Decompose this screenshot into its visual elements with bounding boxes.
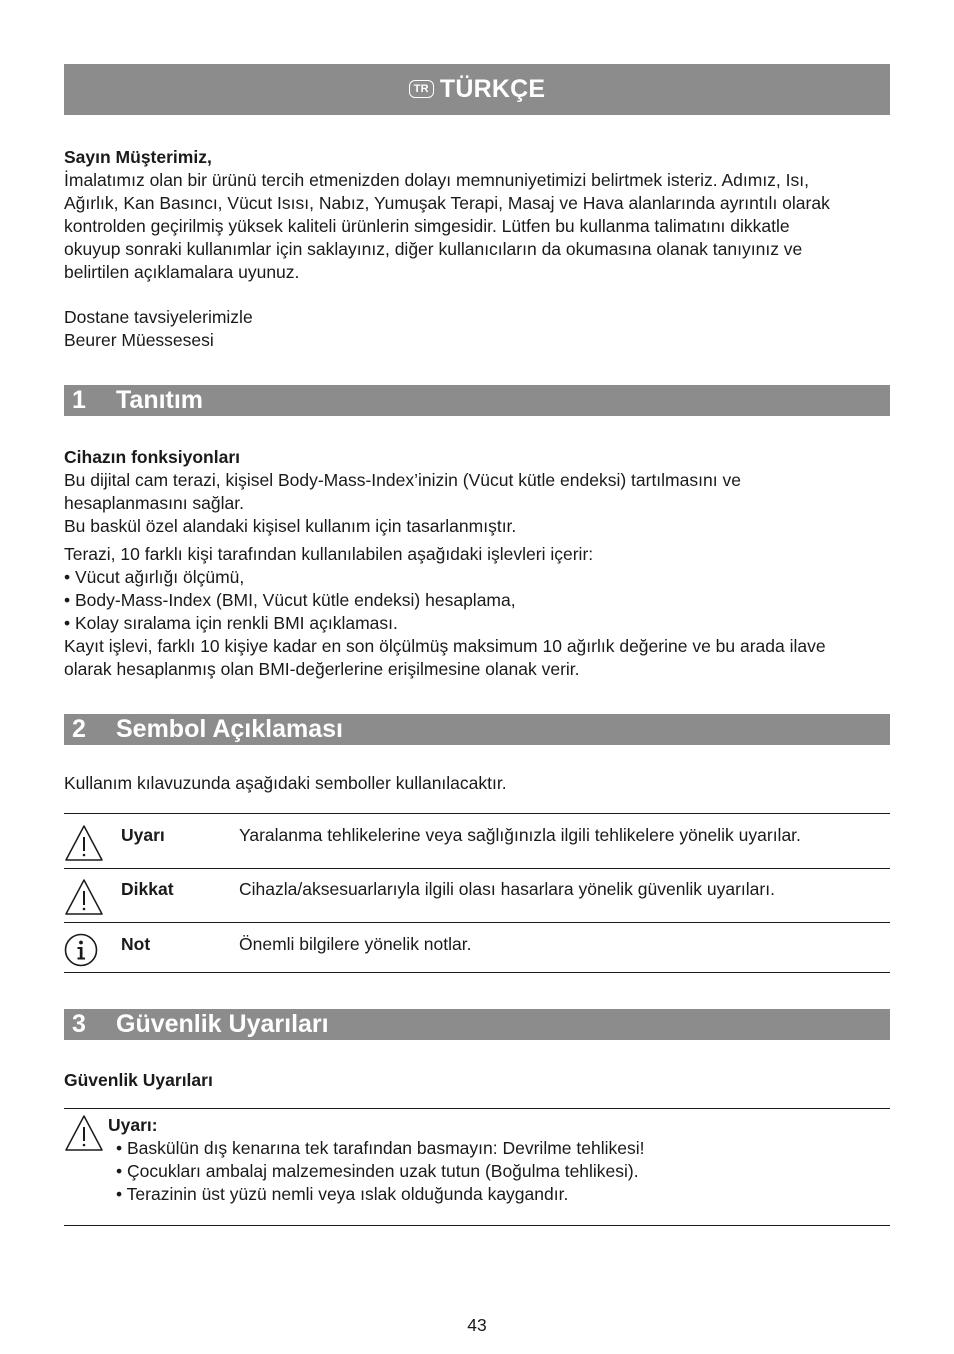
section-1-subheading: Cihazın fonksiyonları <box>64 447 240 467</box>
greeting-line: İmalatımız olan bir ürünü tercih etmenizden dolayı memnuniyetimizi belirtmek isteriz. Adımız, Isı, <box>64 170 809 190</box>
section-number: 1 <box>72 386 86 414</box>
greeting-line: Ağırlık, Kan Basıncı, Vücut Isısı, Nabız, Yumuşak Terapi, Masaj ve Hava alanlarında ayrıntılı olarak <box>64 193 830 213</box>
bullet-item: • Body-Mass-Index (BMI, Vücut kütle endeksi) hesaplama, <box>64 590 516 610</box>
manual-page <box>64 64 890 1226</box>
warning-bullet: • Çocukları ambalaj malzemesinden uzak tutun (Boğulma tehlikesi). <box>116 1161 639 1181</box>
language-header <box>64 64 890 115</box>
bullet-item: • Vücut ağırlığı ölçümü, <box>64 567 245 587</box>
warning-title: Uyarı: <box>108 1115 158 1135</box>
warning-bullet: • Terazinin üst yüzü nemli veya ıslak olduğunda kaygandır. <box>116 1184 569 1204</box>
section-3-subheading: Güvenlik Uyarıları <box>64 1070 213 1090</box>
warning-triangle-icon <box>64 878 121 916</box>
language-title: TÜRKÇE <box>439 75 546 103</box>
closing-line: Dostane tavsiyelerimizle <box>64 307 253 327</box>
section-2-header <box>64 714 890 745</box>
closing-line: Beurer Müessesesi <box>64 330 214 350</box>
safety-warning-box <box>64 1108 890 1226</box>
section-1-header <box>64 385 890 416</box>
warning-triangle-icon <box>64 824 121 862</box>
paragraph-line: olarak hesaplanmış olan BMI-değerlerine erişilmesine olanak verir. <box>64 659 580 679</box>
section-number: 3 <box>72 1010 86 1038</box>
section-3-header <box>64 1009 890 1040</box>
greeting-line: belirtilen açıklamalara uyunuz. <box>64 262 300 282</box>
symbol-label: Uyarı <box>121 825 165 845</box>
symbol-row <box>64 814 890 869</box>
safety-warning-text <box>108 1114 644 1206</box>
paragraph-line: Bu baskül özel alandaki kişisel kullanım için tasarlanmıştır. <box>64 516 517 536</box>
greeting-salutation: Sayın Müşterimiz, <box>64 147 212 167</box>
warning-triangle-icon <box>64 1114 108 1206</box>
symbol-description: Yaralanma tehlikelerine veya sağlığınızla ilgili tehlikelere yönelik uyarılar. <box>239 825 801 845</box>
greeting-line: okuyup sonraki kullanımlar için saklayınız, diğer kullanıcıların da okumasına olanak tanıyınız ve <box>64 239 803 259</box>
page-number: 43 <box>467 1315 487 1335</box>
info-icon <box>64 933 121 967</box>
bullet-item: • Kolay sıralama için renkli BMI açıklaması. <box>64 613 398 633</box>
section-number: 2 <box>72 715 86 743</box>
symbol-label: Dikkat <box>121 879 174 899</box>
symbol-label: Not <box>121 934 151 954</box>
section-title: Sembol Açıklaması <box>116 715 343 743</box>
paragraph-line: Kayıt işlevi, farklı 10 kişiye kadar en son ölçülmüş maksimum 10 ağırlık değerine ve bu arada ilave <box>64 636 826 656</box>
symbol-row <box>64 923 890 973</box>
paragraph-line: Bu dijital cam terazi, kişisel Body-Mass-Index’inizin (Vücut kütle endeksi) tartılmasını ve <box>64 470 741 490</box>
symbol-table <box>64 813 890 973</box>
paragraph-line: Terazi, 10 farklı kişi tarafından kullanılabilen aşağıdaki işlevleri içerir: <box>64 544 594 564</box>
section-title: Tanıtım <box>116 386 204 414</box>
symbol-row <box>64 869 890 923</box>
paragraph-line: hesaplanmasını sağlar. <box>64 493 244 513</box>
language-badge: TR <box>409 80 434 98</box>
symbol-description: Önemli bilgilere yönelik notlar. <box>239 934 472 954</box>
safety-warning-content <box>64 1114 890 1206</box>
greeting-line: kontrolden geçirilmiş yüksek kaliteli ürünlerin simgesidir. Lütfen bu kullanma talimatını dikkatle <box>64 216 790 236</box>
symbol-description: Cihazla/aksesuarlarıyla ilgili olası hasarlara yönelik güvenlik uyarıları. <box>239 879 775 899</box>
section-title: Güvenlik Uyarıları <box>116 1010 329 1038</box>
section-2-intro: Kullanım kılavuzunda aşağıdaki semboller kullanılacaktır. <box>64 773 507 793</box>
warning-bullet: • Baskülün dış kenarına tek tarafından basmayın: Devrilme tehlikesi! <box>116 1138 645 1158</box>
